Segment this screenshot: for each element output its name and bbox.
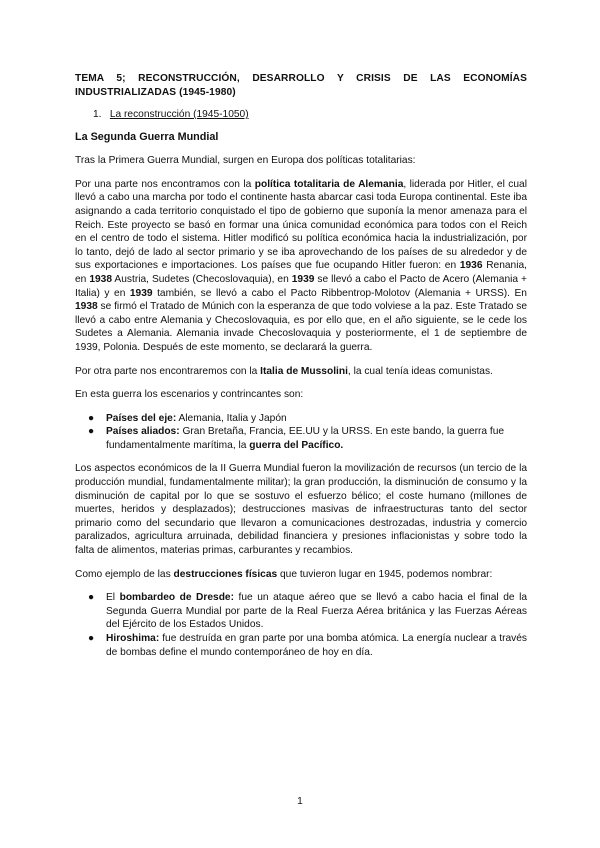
page-number: 1 — [297, 796, 303, 807]
paragraph-economic-aspects: Los aspectos económicos de la II Guerra Mundial fueron la movilización de recursos (un tercio de la producción mundial, fundamentalmente militar); la gran producción, la disminución de consumo y la disminución de capital por lo que se sostuvo el esfuerzo bélico; el coste humano (millones de muertes, heridos y desplazados); destrucciones masivas de infraestructuras tanto del sector primario como del secundario que llevaron a comunicaciones destrozadas, industria y comercio paralizados, agricultura arruinada, debilidad financiera y presiones inflacionistas y sobre todo la falta de alimentos, materias primas, carburantes y recambios. — [75, 463, 527, 557]
paragraph-destruction — [75, 568, 527, 582]
list-item — [75, 412, 527, 426]
bold-run: bombardeo de Dresde: — [119, 592, 234, 604]
bold-year: 1936 — [459, 260, 483, 272]
section-title: La reconstrucción (1945-1050) — [109, 109, 249, 120]
text-run: fue destruída en gran parte por una bomba atómica. La energía nuclear a través de bombas define el mundo contemporáneo de hoy en día. — [106, 633, 527, 658]
section-number: 1. — [93, 109, 102, 120]
text-run: Alemania, Italia y Japón — [176, 412, 287, 424]
bold-run: Países aliados: — [106, 426, 180, 438]
bold-year: 1938 — [75, 301, 98, 313]
document-content — [75, 72, 527, 669]
bullet-list-contenders — [75, 412, 527, 453]
paragraph-scenarios: En esta guerra los escenarios y contrincantes son: — [75, 389, 304, 401]
text-run: Por otra parte nos encontraremos con la — [75, 365, 261, 377]
bold-run: Hiroshima: — [106, 633, 160, 644]
list-item — [75, 425, 527, 452]
bold-run: política totalitaria de Alemania — [254, 178, 404, 190]
bold-year: 1939 — [129, 287, 153, 299]
bold-run: Países del eje: — [106, 412, 177, 424]
bold-run: guerra del Pacífico. — [249, 439, 344, 451]
bold-year: 1938 — [89, 273, 112, 285]
bullet-list-destruction — [75, 591, 527, 659]
list-item — [75, 632, 527, 659]
text-run: que tuvieron lugar en 1945, podemos nombrar: — [277, 568, 493, 580]
text-run: El — [106, 592, 120, 604]
text-run: , la cual tenía ideas comunistas. — [347, 365, 493, 377]
bullet-icon: ● — [88, 426, 95, 438]
bullet-icon: ● — [88, 633, 95, 644]
bold-run: destrucciones físicas — [173, 568, 278, 580]
text-run: Austria, Sudetes (Checoslovaquia), en — [112, 273, 292, 285]
bullet-icon: ● — [88, 412, 95, 424]
text-run: Por una parte nos encontramos con la — [75, 178, 255, 190]
text-run: Renania, en — [75, 260, 527, 285]
paragraph-intro: Tras la Primera Guerra Mundial, surgen en Europa dos políticas totalitarias: — [75, 155, 416, 167]
subtitle: La Segunda Guerra Mundial — [75, 130, 219, 143]
paragraph-italy — [75, 365, 527, 379]
text-run: se llevó a cabo el Pacto de Acero (Alemania + Italia) y en — [75, 273, 527, 299]
bold-year: 1939 — [291, 273, 315, 285]
text-run: , liderada por Hitler, el cual llevó a cabo una marcha por todo el continente hasta abarcar casi toda Europa continental. Este iba asignando a cada territorio conquistado el tipo de gobierno que suponía la menor amenaza para el Reich. Este proyecto se basó en formar una única comunidad económica para todos con el Reich en el centro de todo el sistema. Hitler modificó su política económica hacia la industrialización, por lo tanto, dejó de lado al sector primario y se iba aprovechando de los países de su alrededor y de sus exportaciones e importaciones. Los países que fue ocupando Hitler fueron: en — [75, 178, 527, 272]
text-run: se firmó el Tratado de Múnich con la esperanza de que todo volviese a la paz. Este Tratado se llevó a cabo entre Alemania y Checoslovaquia, es por ello que, en el año siguiente, se le cede los Sudetes a Alemania. Alemania invade Checoslovaquia y posteriormente, el 1 de septiembre de 1939, Polonia. Después de este momento, se declarará la guerra. — [75, 301, 527, 353]
text-run: fue un ataque aéreo que se llevó a cabo hacia el final de la Segunda Guerra Mundial por parte de la Real Fuerza Aérea británica y las Fuerzas Aéreas del Ejército de los Estados Unidos. — [106, 592, 527, 631]
bullet-icon: ● — [88, 592, 95, 604]
list-item — [75, 591, 527, 632]
text-run: Gran Bretaña, Francia, EE.UU y la URSS. En este bando, la guerra fue fundamentalmente marítima, la — [106, 426, 505, 451]
text-run: Como ejemplo de las — [75, 568, 174, 580]
section-heading-1 — [93, 108, 527, 122]
text-run: también, se llevó a cabo el Pacto Ribbentrop-Molotov (Alemania + URSS). En — [152, 287, 527, 299]
document-title: TEMA 5; RECONSTRUCCIÓN, DESARROLLO Y CRISIS DE LAS ECONOMÍAS INDUSTRIALIZADAS (1945-1980) — [75, 73, 527, 98]
bold-run: Italia de Mussolini — [260, 365, 348, 377]
paragraph-germany — [75, 178, 527, 355]
